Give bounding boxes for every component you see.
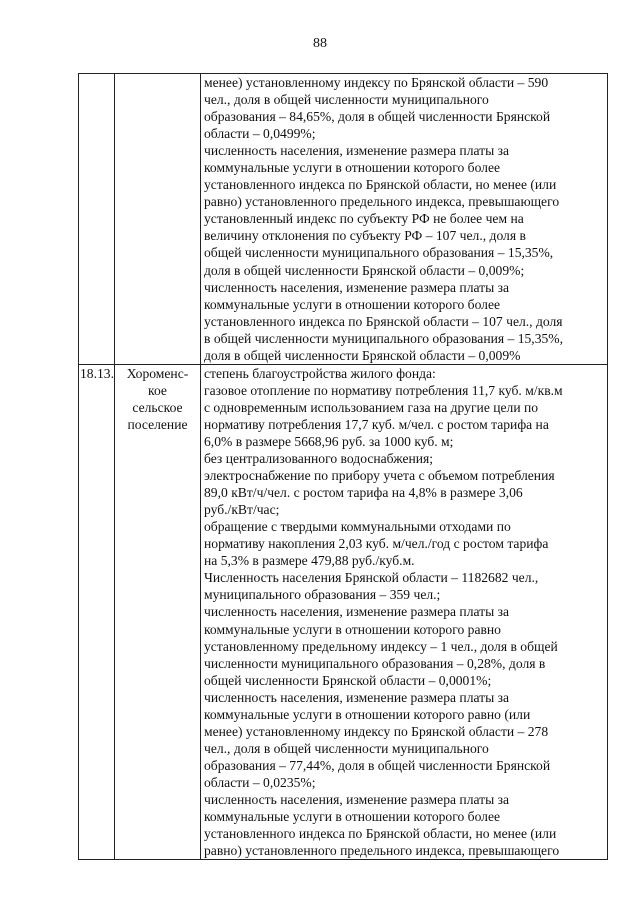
- text-line: электроснабжение по прибору учета с объемом потребления: [204, 468, 555, 484]
- text-line: доля в общей численности Брянской области – 0,009%: [204, 347, 521, 363]
- text-line: коммунальные услуги в отношении которого более: [204, 160, 501, 176]
- text-line: области – 0,0499%;: [204, 126, 316, 142]
- text-line: численность населения, изменение размера платы за: [204, 143, 510, 159]
- text-line: установленному предельному индексу – 1 чел., доля в общей: [204, 638, 558, 654]
- text-line: газовое отопление по нормативу потребления 11,7 куб. м/кв.м: [204, 382, 563, 398]
- text-line: равно) установленного предельного индекса, превышающего: [204, 194, 560, 210]
- text-line: коммунальные услуги в отношении которого равно (или: [204, 706, 531, 722]
- text-line: в общей численности муниципального образования – 15,35%,: [204, 330, 564, 346]
- text-line: нормативу накопления 2,03 куб. м/чел./год с ростом тарифа: [204, 536, 549, 552]
- text-line: равно) установленного предельного индекса, превышающего: [204, 843, 560, 859]
- text-line: образования – 84,65%, доля в общей численности Брянской: [204, 109, 551, 125]
- text-line: коммунальные услуги в отношении которого более: [204, 296, 501, 312]
- settlement-name-line: кое: [148, 382, 167, 398]
- tariff-table: [78, 73, 608, 860]
- text-line: установленного индекса по Брянской области, но менее (или: [204, 177, 557, 193]
- text-line: численность населения, изменение размера платы за: [204, 689, 510, 705]
- text-line: с одновременным использованием газа на другие цели по: [204, 399, 539, 415]
- text-line: без централизованного водоснабжения;: [204, 451, 434, 467]
- text-line: численности муниципального образования – 0,28%, доля в: [204, 655, 546, 671]
- settlement-name-line: сельское: [132, 399, 183, 415]
- settlement-name-cell: [115, 364, 201, 859]
- text-line: численность населения, изменение размера платы за: [204, 791, 510, 807]
- text-line: 89,0 кВт/ч/чел. с ростом тарифа на 4,8% в размере 3,06: [204, 485, 523, 501]
- row-number-cell: 18.13.: [79, 364, 115, 859]
- text-line: численность населения, изменение размера платы за: [204, 604, 510, 620]
- text-line: коммунальные услуги в отношении которого равно: [204, 621, 501, 637]
- text-line: на 5,3% в размере 479,88 руб./куб.м.: [204, 553, 415, 569]
- text-line: менее) установленному индексу по Брянской области – 590: [204, 75, 549, 90]
- text-line: доля в общей численности Брянской области – 0,009%;: [204, 262, 525, 278]
- description-cell: [201, 74, 608, 365]
- text-line: чел., доля в общей численности муниципального: [204, 740, 489, 756]
- text-line: руб./кВт/час;: [204, 502, 280, 518]
- text-line: менее) установленному индексу по Брянской области – 278: [204, 723, 549, 739]
- settlement-name-line: поселение: [127, 416, 188, 432]
- text-line: чел., доля в общей численности муниципального: [204, 92, 489, 108]
- text-line: коммунальные услуги в отношении которого более: [204, 809, 501, 825]
- text-line: установленный индекс по субъекту РФ не более чем на: [204, 211, 524, 227]
- table-row-18-13: [79, 364, 608, 859]
- text-line: общей численности муниципального образования – 15,35%,: [204, 245, 554, 261]
- settlement-name-cell: [115, 74, 201, 365]
- text-line: образования – 77,44%, доля в общей численности Брянской: [204, 757, 551, 773]
- text-line: численность населения, изменение размера платы за: [204, 279, 510, 295]
- text-line: Численность населения Брянской области – 1182682 чел.,: [204, 570, 539, 586]
- row-number-cell: [79, 74, 115, 365]
- text-line: области – 0,0235%;: [204, 774, 316, 790]
- text-line: нормативу потребления 17,7 куб. м/чел. с ростом тарифа на: [204, 416, 549, 432]
- text-line: общей численности Брянской области – 0,0001%;: [204, 672, 492, 688]
- text-line: установленного индекса по Брянской области – 107 чел., доля: [204, 313, 563, 329]
- text-line: муниципального образования – 359 чел.;: [204, 587, 441, 603]
- settlement-name-line: Хороменс-: [126, 365, 189, 381]
- table-row-continued: [79, 74, 608, 365]
- text-line: обращение с твердыми коммунальными отходами по: [204, 519, 511, 535]
- text-line: степень благоустройства жилого фонда:: [204, 365, 436, 381]
- page-number: 88: [313, 36, 327, 51]
- text-line: величину отклонения по субъекту РФ – 107 чел., доля в: [204, 228, 526, 244]
- text-line: установленного индекса по Брянской области, но менее (или: [204, 826, 557, 842]
- description-cell: [201, 364, 608, 859]
- text-line: 6,0% в размере 5668,96 руб. за 1000 куб. м;: [204, 433, 454, 449]
